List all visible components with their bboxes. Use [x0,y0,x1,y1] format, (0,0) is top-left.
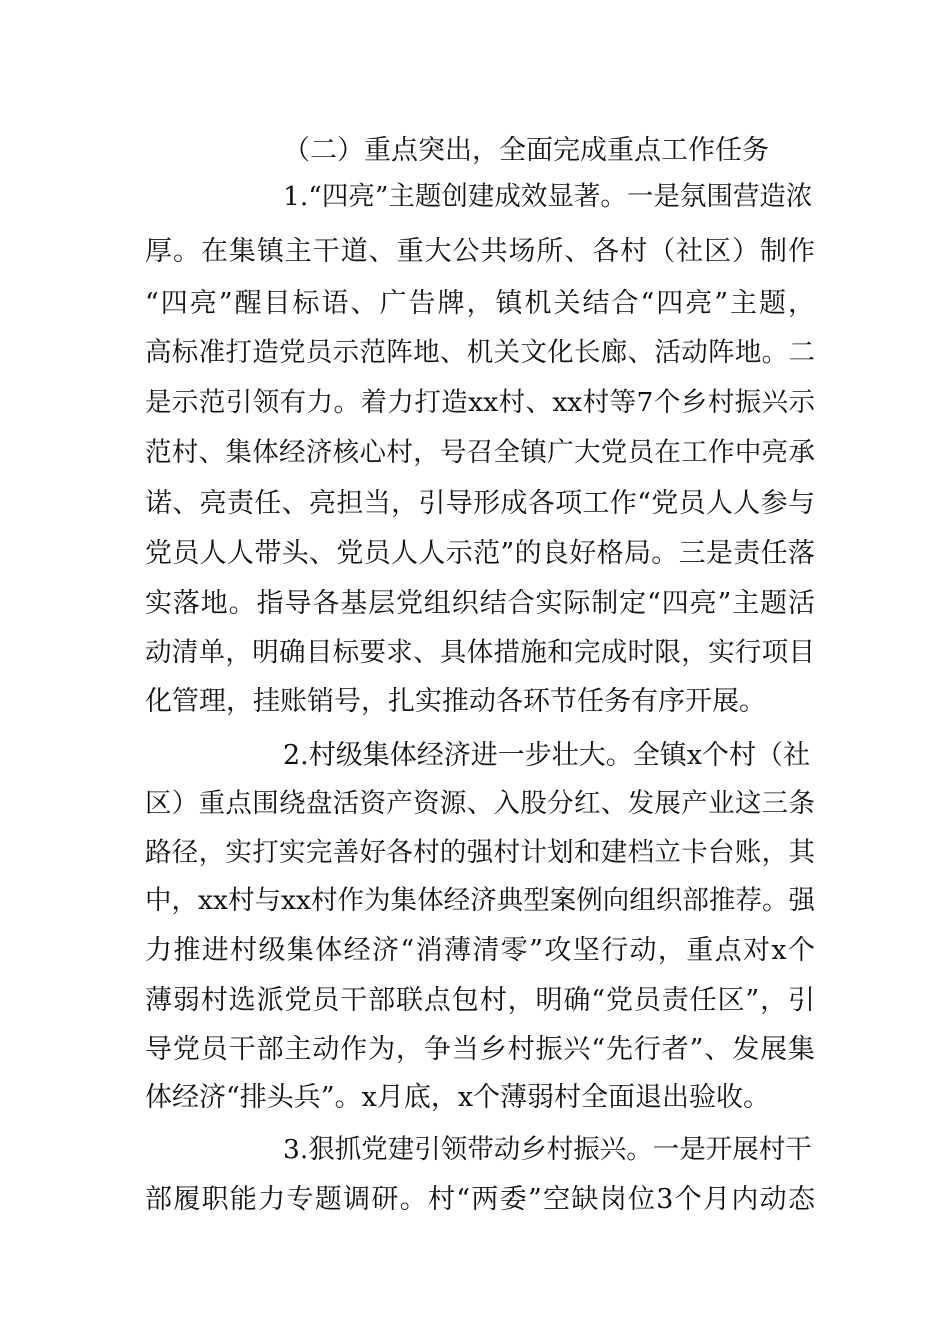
paragraph-1-line-5: 是示范引领有力。着力打造xx村、xx村等7个乡村振兴示 [145,387,815,418]
paragraph-1-line-11: 化管理，挂账销号，扎实推动各环节任务有序开展。 [145,686,766,717]
paragraph-2-line-5: 力推进村级集体经济“消薄清零”攻坚行动，重点对x个 [145,935,815,966]
paragraph-2-line-3: 路径，实打实完善好各村的强村计划和建档立卡台账，其 [145,837,815,868]
section-heading: （二）重点突出，全面完成重点工作任务 [283,135,769,166]
paragraph-2-line-4: 中，xx村与xx村作为集体经济典型案例向组织部推荐。强 [145,885,815,916]
paragraph-1-line-7: 诺、亮责任、亮担当，引导形成各项工作“党员人人参与 [145,488,815,519]
paragraph-2-line-1: 2.村级集体经济进一步壮大。全镇x个村（社 [283,740,810,771]
paragraph-1-line-1: 1.“四亮”主题创建成效显著。一是氛围营造浓 [283,181,813,212]
paragraph-1-line-9: 实落地。指导各基层党组织结合实际制定“四亮”主题活 [145,588,815,619]
paragraph-1-line-3: “四亮”醒目标语、广告牌，镇机关结合“四亮”主题， [145,288,815,319]
paragraph-2-line-2: 区）重点围绕盘活资产资源、入股分红、发展产业这三条 [145,788,815,819]
paragraph-1-line-4: 高标准打造党员示范阵地、机关文化长廊、活动阵地。二 [145,337,815,368]
paragraph-2-line-7: 导党员干部主动作为，争当乡村振兴“先行者”、发展集 [145,1034,815,1065]
paragraph-1-line-6: 范村、集体经济核心村，号召全镇广大党员在工作中亮承 [145,437,815,468]
paragraph-2-line-6: 薄弱村选派党员干部联点包村，明确“党员责任区”，引 [145,985,815,1016]
paragraph-3-line-2: 部履职能力专题调研。村“两委”空缺岗位3个月内动态 [145,1184,815,1215]
paragraph-3-line-1: 3.狠抓党建引领带动乡村振兴。一是开展村干 [283,1134,812,1165]
paragraph-2-line-8: 体经济“排头兵”。x月底，x个薄弱村全面退出验收。 [145,1082,771,1113]
paragraph-1-line-8: 党员人人带头、党员人人示范”的良好格局。三是责任落 [145,538,815,569]
paragraph-1-line-10: 动清单，明确目标要求、具体措施和完成时限，实行项目 [145,637,815,668]
paragraph-1-line-2: 厚。在集镇主干道、重大公共场所、各村（社区）制作 [145,236,815,267]
